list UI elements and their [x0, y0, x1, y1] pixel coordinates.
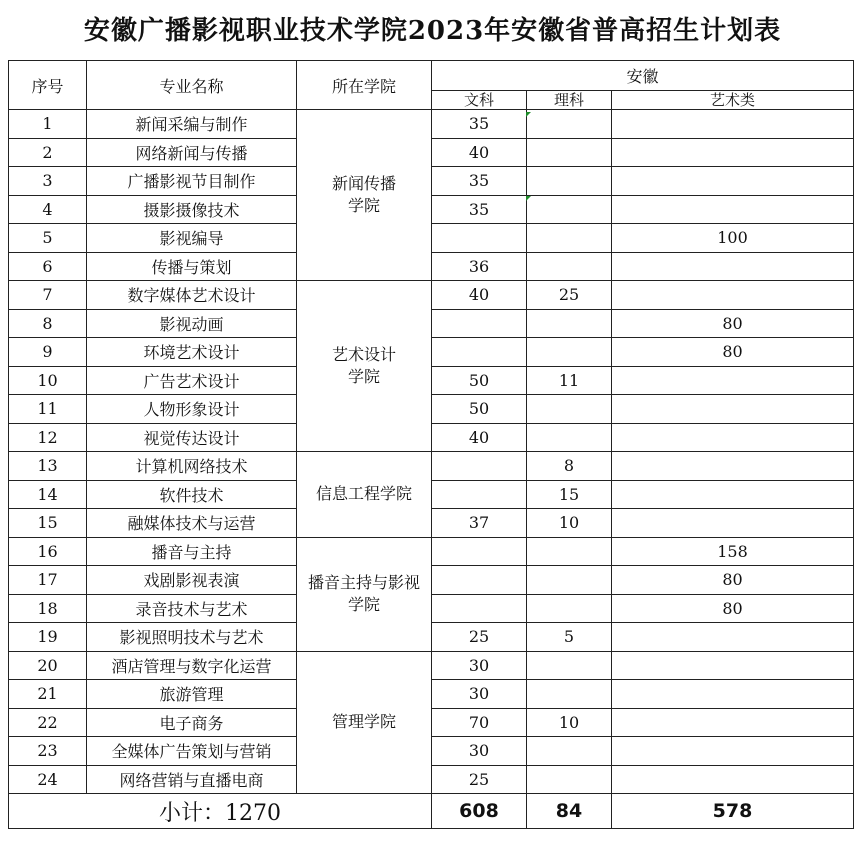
table-row	[9, 366, 854, 395]
yishu-cell	[612, 138, 854, 167]
major-cell: 摄影摄像技术	[87, 195, 297, 224]
header-wenke: 文科	[432, 91, 527, 110]
yishu-cell	[612, 452, 854, 481]
yishu-cell	[612, 195, 854, 224]
enrollment-plan-table	[8, 60, 854, 829]
major-cell: 网络新闻与传播	[87, 138, 297, 167]
wenke-cell	[432, 452, 527, 481]
yishu-cell: 80	[612, 566, 854, 595]
like-cell	[527, 423, 612, 452]
seq-cell: 18	[9, 594, 87, 623]
major-cell: 播音与主持	[87, 537, 297, 566]
college-name-line: 信息工程学院	[315, 484, 412, 504]
yishu-cell	[612, 737, 854, 766]
seq-cell: 22	[9, 708, 87, 737]
major-cell: 酒店管理与数字化运营	[87, 651, 297, 680]
wenke-cell: 37	[432, 509, 527, 538]
like-cell	[527, 338, 612, 367]
major-cell: 融媒体技术与运营	[87, 509, 297, 538]
yishu-cell	[612, 366, 854, 395]
like-cell: 11	[527, 366, 612, 395]
wenke-cell: 40	[432, 281, 527, 310]
major-cell: 计算机网络技术	[87, 452, 297, 481]
seq-cell: 19	[9, 623, 87, 652]
major-cell: 广播影视节目制作	[87, 167, 297, 196]
yishu-cell	[612, 281, 854, 310]
like-cell	[527, 651, 612, 680]
major-cell: 影视动画	[87, 309, 297, 338]
table-row	[9, 281, 854, 310]
major-cell: 视觉传达设计	[87, 423, 297, 452]
wenke-cell: 25	[432, 623, 527, 652]
college-name-line: 学院	[347, 367, 380, 386]
header-major: 专业名称	[87, 61, 297, 110]
like-cell: 5	[527, 623, 612, 652]
major-cell: 戏剧影视表演	[87, 566, 297, 595]
like-cell: 8	[527, 452, 612, 481]
wenke-cell	[432, 338, 527, 367]
seq-cell: 16	[9, 537, 87, 566]
total-row	[9, 794, 854, 829]
wenke-cell: 30	[432, 651, 527, 680]
header-like: 理科	[527, 91, 612, 110]
header-province: 安徽	[432, 61, 854, 91]
like-cell: 10	[527, 708, 612, 737]
like-cell	[527, 167, 612, 196]
major-cell: 录音技术与艺术	[87, 594, 297, 623]
wenke-cell	[432, 537, 527, 566]
header-college: 所在学院	[297, 61, 432, 110]
table-row	[9, 252, 854, 281]
table-row	[9, 224, 854, 253]
table-row	[9, 651, 854, 680]
seq-cell: 5	[9, 224, 87, 253]
like-cell: 25	[527, 281, 612, 310]
table-row	[9, 309, 854, 338]
college-name-line: 管理学院	[331, 712, 396, 732]
yishu-cell: 80	[612, 594, 854, 623]
like-cell	[527, 594, 612, 623]
yishu-cell: 100	[612, 224, 854, 253]
wenke-cell: 30	[432, 680, 527, 709]
wenke-cell: 35	[432, 195, 527, 224]
seq-cell: 3	[9, 167, 87, 196]
seq-cell: 7	[9, 281, 87, 310]
yishu-cell	[612, 252, 854, 281]
seq-cell: 1	[9, 110, 87, 139]
yishu-cell	[612, 623, 854, 652]
seq-cell: 12	[9, 423, 87, 452]
wenke-cell: 40	[432, 423, 527, 452]
table-row	[9, 537, 854, 566]
major-cell: 数字媒体艺术设计	[87, 281, 297, 310]
table-row	[9, 423, 854, 452]
yishu-cell	[612, 651, 854, 680]
seq-cell: 14	[9, 480, 87, 509]
table-row	[9, 167, 854, 196]
like-cell	[527, 680, 612, 709]
table-row	[9, 566, 854, 595]
wenke-cell	[432, 594, 527, 623]
seq-cell: 8	[9, 309, 87, 338]
like-cell	[527, 252, 612, 281]
seq-cell: 4	[9, 195, 87, 224]
yishu-cell	[612, 708, 854, 737]
yishu-cell: 80	[612, 309, 854, 338]
like-cell	[527, 309, 612, 338]
wenke-cell	[432, 566, 527, 595]
wenke-cell	[432, 224, 527, 253]
table-row	[9, 680, 854, 709]
cell-comment-marker	[526, 196, 531, 201]
college-cell	[297, 537, 432, 651]
table-row	[9, 623, 854, 652]
yishu-cell	[612, 680, 854, 709]
college-name-line: 播音主持与影视	[307, 573, 420, 592]
major-cell: 电子商务	[87, 708, 297, 737]
major-cell: 人物形象设计	[87, 395, 297, 424]
table-row	[9, 138, 854, 167]
wenke-cell: 36	[432, 252, 527, 281]
table-row	[9, 480, 854, 509]
seq-cell: 10	[9, 366, 87, 395]
major-cell: 传播与策划	[87, 252, 297, 281]
header-seq: 序号	[9, 61, 87, 110]
wenke-cell: 50	[432, 366, 527, 395]
major-cell: 环境艺术设计	[87, 338, 297, 367]
yishu-cell	[612, 110, 854, 139]
wenke-cell: 25	[432, 765, 527, 794]
table-row	[9, 110, 854, 139]
seq-cell: 9	[9, 338, 87, 367]
like-cell	[527, 110, 612, 139]
wenke-cell	[432, 480, 527, 509]
page-title: 安徽广播影视职业技术学院2023年安徽省普高招生计划表	[83, 16, 782, 46]
total-yishu: 578	[612, 794, 854, 829]
college-name-line: 艺术设计	[331, 345, 396, 364]
like-cell	[527, 395, 612, 424]
table-row	[9, 765, 854, 794]
wenke-cell: 30	[432, 737, 527, 766]
yishu-cell	[612, 480, 854, 509]
yishu-cell: 158	[612, 537, 854, 566]
yishu-cell	[612, 765, 854, 794]
table-row	[9, 708, 854, 737]
major-cell: 旅游管理	[87, 680, 297, 709]
seq-cell: 6	[9, 252, 87, 281]
college-cell	[297, 452, 432, 538]
like-cell	[527, 195, 612, 224]
seq-cell: 23	[9, 737, 87, 766]
seq-cell: 17	[9, 566, 87, 595]
table-row	[9, 195, 854, 224]
table-row	[9, 395, 854, 424]
like-cell	[527, 765, 612, 794]
header-row	[9, 61, 854, 91]
total-like: 84	[527, 794, 612, 829]
college-cell	[297, 281, 432, 452]
major-cell: 全媒体广告策划与营销	[87, 737, 297, 766]
wenke-cell: 35	[432, 167, 527, 196]
header-yishu: 艺术类	[612, 91, 854, 110]
wenke-cell: 70	[432, 708, 527, 737]
major-cell: 网络营销与直播电商	[87, 765, 297, 794]
seq-cell: 20	[9, 651, 87, 680]
major-cell: 广告艺术设计	[87, 366, 297, 395]
college-name-line: 新闻传播	[331, 174, 396, 193]
yishu-cell	[612, 423, 854, 452]
major-cell: 影视照明技术与艺术	[87, 623, 297, 652]
wenke-cell: 40	[432, 138, 527, 167]
college-name-line: 学院	[347, 595, 380, 614]
seq-cell: 21	[9, 680, 87, 709]
table-row	[9, 594, 854, 623]
college-cell	[297, 651, 432, 794]
wenke-cell: 50	[432, 395, 527, 424]
like-cell	[527, 566, 612, 595]
major-cell: 新闻采编与制作	[87, 110, 297, 139]
major-cell: 软件技术	[87, 480, 297, 509]
seq-cell: 13	[9, 452, 87, 481]
yishu-cell	[612, 395, 854, 424]
total-wenke: 608	[432, 794, 527, 829]
like-cell: 10	[527, 509, 612, 538]
yishu-cell: 80	[612, 338, 854, 367]
seq-cell: 2	[9, 138, 87, 167]
table-row	[9, 338, 854, 367]
seq-cell: 11	[9, 395, 87, 424]
seq-cell: 24	[9, 765, 87, 794]
like-cell: 15	[527, 480, 612, 509]
seq-cell: 15	[9, 509, 87, 538]
major-cell: 影视编导	[87, 224, 297, 253]
like-cell	[527, 537, 612, 566]
table-row	[9, 452, 854, 481]
table-row	[9, 509, 854, 538]
wenke-cell	[432, 309, 527, 338]
total-label: 小计：1270	[9, 794, 432, 829]
yishu-cell	[612, 509, 854, 538]
like-cell	[527, 138, 612, 167]
like-cell	[527, 224, 612, 253]
college-name-line: 学院	[347, 196, 380, 215]
like-cell	[527, 737, 612, 766]
table-row	[9, 737, 854, 766]
yishu-cell	[612, 167, 854, 196]
wenke-cell: 35	[432, 110, 527, 139]
cell-comment-marker	[526, 112, 531, 117]
college-cell	[297, 110, 432, 281]
